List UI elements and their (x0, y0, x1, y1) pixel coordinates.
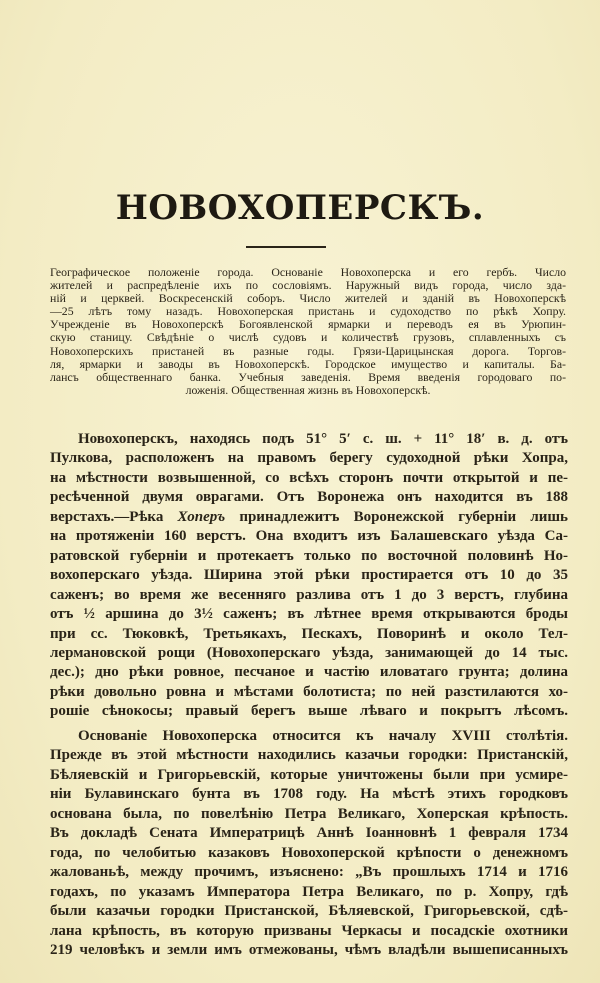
paragraph-geography (50, 430, 568, 722)
text-line: жителей и распредѣленіе ихъ по сословіямъ. Наружный видъ города, число зда- (50, 278, 566, 293)
text-line: годахъ, по указамъ Императора Петра Великаго, по р. Хопру, гдѣ (50, 883, 568, 900)
text-line: Новохоперскихъ пристаней въ разные годы. Грязи-Царицынская дорога. Торгов- (50, 343, 566, 358)
text-line: саженъ; во время же весенняго разлива отъ 1 до 3 верстъ, глубина (50, 586, 568, 603)
text-line: скую станицу. Свѣдѣніе о числѣ судовъ и количествѣ грузовъ, сплавленныхъ съ (50, 330, 566, 345)
text-line: вохоперскаго уѣзда. Ширина этой рѣки простирается отъ 10 до 35 (50, 567, 568, 584)
text-line: ній и церквей. Воскресенскій соборъ. Число жителей и зданій въ Новохоперскѣ (50, 291, 566, 306)
text-line: ратовской губерніи и протекаетъ только по восточной половинѣ Но- (50, 547, 568, 564)
text-line: Прежде въ этой мѣстности находились казачьи городки: Пристанскій, (50, 747, 568, 764)
text-line: Новохоперскъ, находясь подъ 51° 5′ с. ш. + 11° 18′ в. д. отъ (78, 431, 568, 447)
text-line: ля, ярмарки и заводы въ Новохоперскѣ. Городское имущество и капиталы. Ба- (50, 356, 566, 371)
text-line: ложенія. Общественная жизнь въ Новохоперскѣ. (185, 382, 431, 397)
text-line: 219 человѣкъ и земли имъ отмежованы, чѣмъ владѣли вышеписанныхъ (50, 941, 568, 958)
text-line: на протяженіи 160 верстъ. Она входитъ изъ Балашевскаго уѣзда Са- (50, 528, 568, 545)
text-line: года, по челобитью казаковъ Новохоперской крѣпости о денежномъ (50, 844, 568, 861)
text-line: ресѣченной двумя оврагами. Отъ Воронежа онъ находится въ 188 (50, 489, 568, 506)
text-line: —25 лѣтъ тому назадъ. Новохоперская пристань и судоходство по рѣкѣ Хопру. (50, 304, 566, 319)
text-line: Учрежденіе въ Новохоперскѣ Богоявленской ярмарки и переводъ ея въ Урюпин- (50, 317, 566, 332)
text-line: лансъ общественнаго банка. Учебныя заведенія. Время введенія городоваго по- (50, 369, 566, 384)
text-line: рѣки довольно ровна и мѣстами болотиста; по ней разстилаются хо- (50, 683, 568, 700)
text-line: отъ ½ аршина до 3½ саженъ; въ лѣтнее время открываются броды (50, 606, 568, 623)
text-line: лермановской рощи (Новохоперскаго уѣзда, занимающей до 14 тыс. (50, 644, 568, 661)
chapter-summary (50, 266, 566, 397)
text-line: Въ докладѣ Сената Императрицѣ Аннѣ Іоанновнѣ 1 февраля 1734 (50, 825, 568, 842)
text-line: на мѣстности возвышенной, со всѣхъ сторонъ почти открытой и пе- (50, 469, 568, 486)
text-line: Бѣляевскій и Григорьевскій, которые уничтожены были при усмире- (50, 766, 568, 783)
text-line: Пулкова, расположенъ на правомъ берегу судоходной рѣки Хопра, (50, 450, 568, 467)
text-line: дес.); дно рѣки ровное, песчаное и частію иловатаго грунта; долина (50, 664, 568, 681)
river-name-italic: Хоперъ (177, 508, 226, 525)
title-divider (246, 246, 326, 248)
text-line: основана была, по повелѣнію Петра Великаго, Хоперская крѣпость. (50, 805, 568, 822)
chapter-title: НОВОХОПЕРСКЪ. (115, 188, 485, 228)
text-line: рошіе сѣнокосы; правый берегъ выше лѣваго и покрытъ лѣсомъ. (50, 703, 568, 720)
text-line: Основаніе Новохоперска относится къ началу XVIII столѣтія. (78, 728, 568, 744)
text-line: Географическое положеніе города. Основаніе Новохоперска и его гербъ. Число (50, 265, 566, 279)
text-segment: верстахъ.—Рѣка (50, 508, 178, 525)
text-line: жалованьѣ, между прочимъ, изъяснено: „Въ прошлыхъ 1714 и 1716 (50, 864, 568, 881)
text-line: ніи Булавинскаго бунта въ 1708 году. На мѣстѣ этихъ городковъ (50, 786, 568, 803)
text-line: лана крѣпость, въ которую призваны Черкасы и посадскіе охотники (50, 922, 568, 939)
text-line (50, 508, 568, 527)
text-segment: принадлежитъ Воронежской губерніи лишь (225, 508, 568, 525)
text-line: при сс. Тюковкѣ, Третьякахъ, Пескахъ, Поворинѣ и около Тел- (50, 625, 568, 642)
paragraph-founding (50, 727, 568, 960)
text-line: были казачьи городки Пристанской, Бѣляевской, Григорьевской, сдѣ- (50, 903, 568, 920)
